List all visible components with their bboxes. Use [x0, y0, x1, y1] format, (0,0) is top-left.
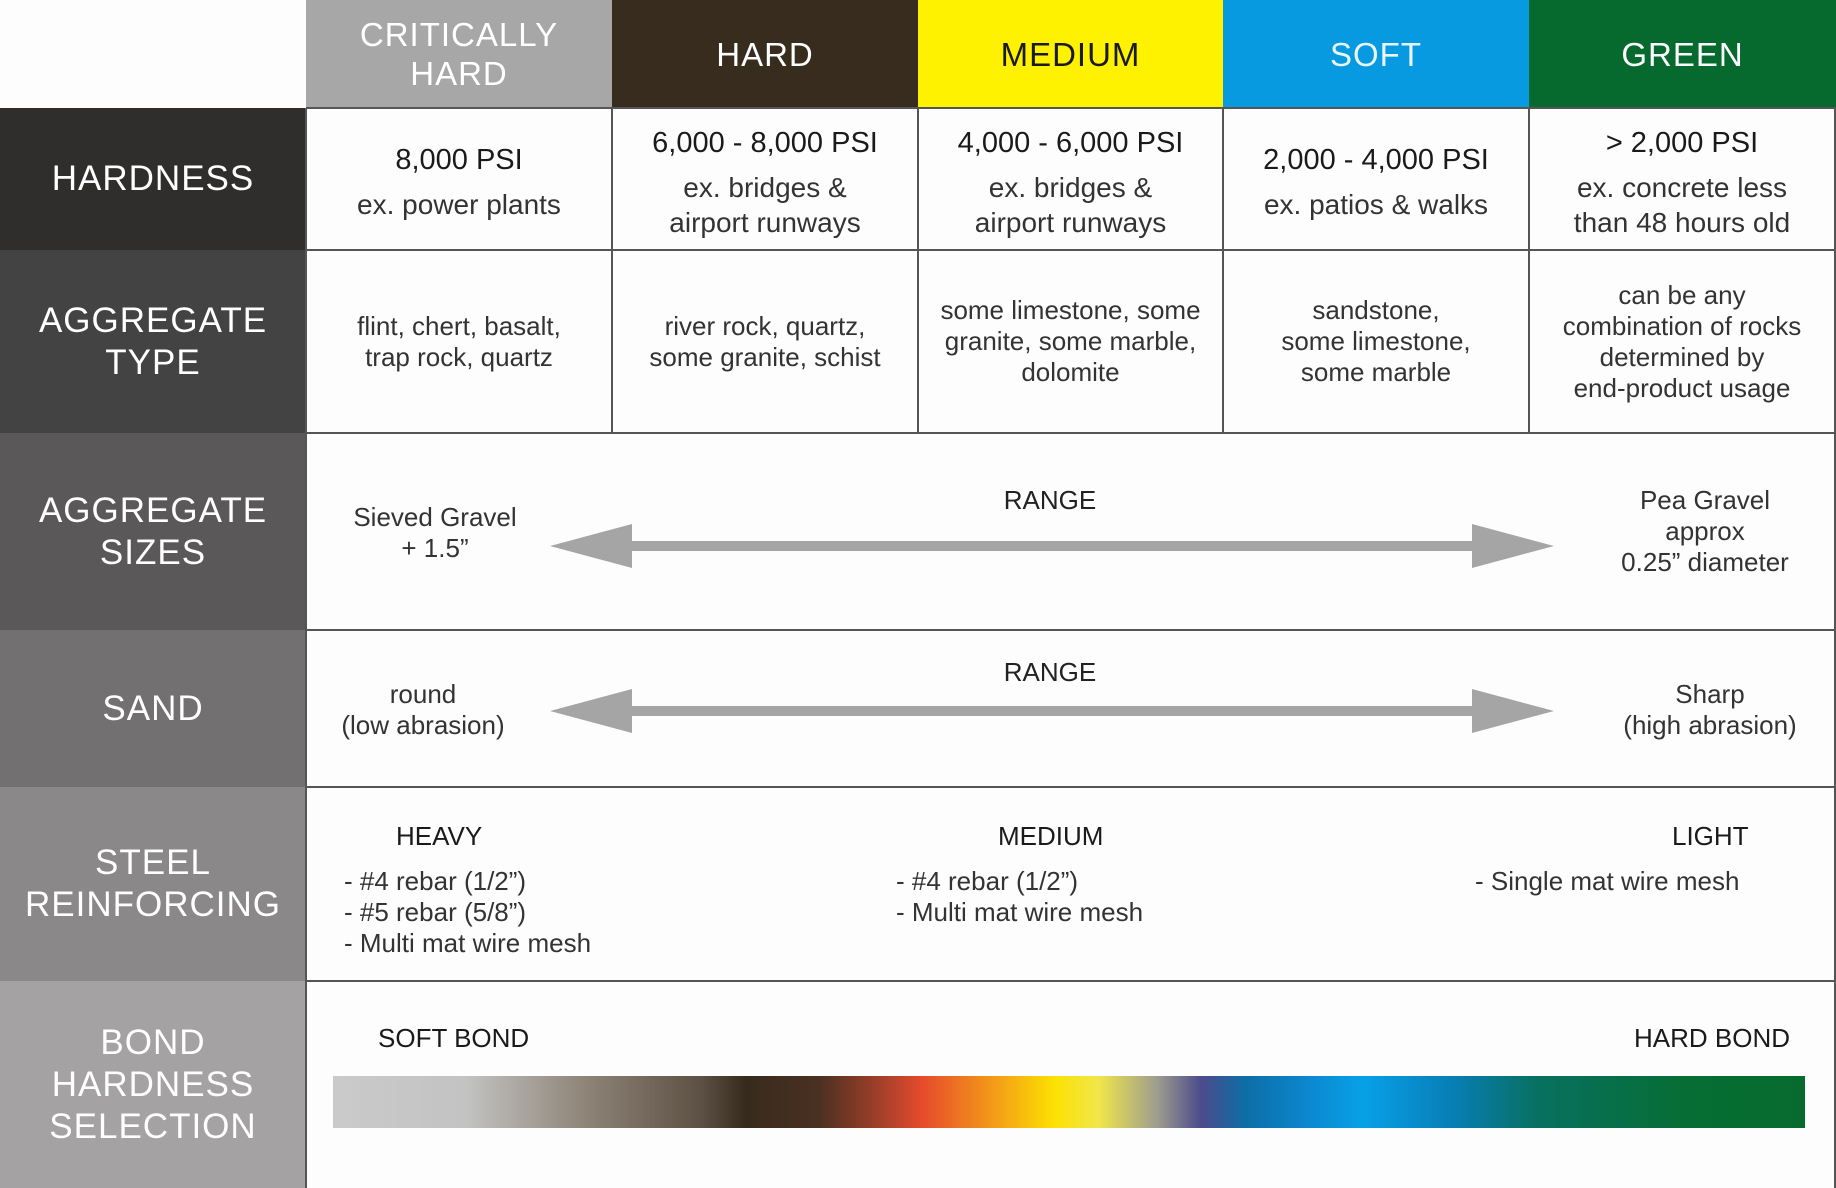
- grid-line: [306, 980, 1836, 982]
- aggregate-size-left: Sieved Gravel + 1.5”: [353, 502, 517, 563]
- sand-right: Sharp (high abrasion): [1623, 679, 1797, 740]
- aggregate-type-text: river rock, quartz, some granite, schist: [649, 310, 881, 372]
- row-header-steel-reinforcing: STEEL REINFORCING: [0, 787, 306, 981]
- hard-bond-label: HARD BOND: [1634, 1023, 1791, 1053]
- aggregate-type-text: sandstone, some limestone, some marble: [1281, 295, 1471, 387]
- row-header-aggregate-type: AGGREGATE TYPE: [0, 250, 306, 433]
- column-header-green: [1529, 0, 1836, 108]
- steel-light-title: LIGHT: [1672, 821, 1749, 851]
- grid-line: [306, 107, 1836, 109]
- example-text: ex. concrete less than 48 hours old: [1573, 171, 1791, 238]
- example-text: ex. power plants: [357, 189, 561, 220]
- column-label: MEDIUM: [1000, 35, 1141, 73]
- grid-line: [306, 432, 1836, 434]
- steel-heavy-title: HEAVY: [396, 821, 483, 851]
- hardness-cell: [919, 118, 1222, 248]
- aggregate-type-cell: [307, 251, 611, 432]
- example-text: ex. patios & walks: [1263, 189, 1489, 220]
- list-item: - #4 rebar (1/2”): [896, 866, 1079, 896]
- psi-value: 6,000 - 8,000 PSI: [652, 126, 878, 159]
- hardness-cell: [1530, 118, 1834, 248]
- psi-value: 2,000 - 4,000 PSI: [1263, 144, 1489, 176]
- list-item: - Multi mat wire mesh: [896, 897, 1144, 927]
- sand-left: round (low abrasion): [341, 679, 505, 740]
- aggregate-type-cell: [613, 251, 917, 432]
- column-header-soft: [1223, 0, 1529, 108]
- list-item: - Single mat wire mesh: [1475, 866, 1740, 896]
- steel-heavy-list: [344, 866, 591, 959]
- range-label: RANGE: [1003, 657, 1097, 687]
- column-label: GREEN: [1621, 35, 1744, 73]
- column-label: SOFT: [1330, 35, 1422, 73]
- psi-value: 4,000 - 6,000 PSI: [957, 126, 1184, 159]
- aggregate-type-text: can be any combination of rocks determined by end-product usage: [1562, 279, 1802, 403]
- hardness-cell: [1224, 118, 1528, 248]
- steel-medium-title: MEDIUM: [998, 821, 1104, 851]
- column-label: HARD: [716, 35, 814, 73]
- double-arrow-icon: [550, 522, 1554, 570]
- steel-medium-list: [896, 866, 1143, 928]
- list-item: - Multi mat wire mesh: [344, 928, 592, 958]
- row-header-sand: SAND: [0, 630, 306, 787]
- psi-value: 8,000 PSI: [395, 144, 523, 176]
- example-text: ex. bridges & airport runways: [974, 171, 1167, 238]
- column-label: CRITICALLY HARD: [359, 16, 559, 92]
- column-header-medium: [918, 0, 1223, 108]
- double-arrow-icon: [550, 687, 1554, 735]
- steel-light-list: [1475, 866, 1739, 897]
- list-item: - #5 rebar (5/8”): [344, 897, 527, 927]
- example-text: ex. bridges & airport runways: [669, 171, 861, 238]
- row-header-bond-hardness: BOND HARDNESS SELECTION: [0, 981, 306, 1188]
- psi-value: > 2,000 PSI: [1605, 126, 1759, 159]
- row-header-hardness: HARDNESS: [0, 108, 306, 250]
- grid-line: [306, 629, 1836, 631]
- soft-bond-label: SOFT BOND: [378, 1023, 530, 1053]
- hardness-cell: [613, 118, 917, 248]
- aggregate-type-text: some limestone, some granite, some marble, dolomite: [940, 295, 1201, 387]
- aggregate-type-cell: [919, 251, 1222, 432]
- column-header-hard: [612, 0, 918, 108]
- aggregate-type-text: flint, chert, basalt, trap rock, quartz: [357, 310, 561, 372]
- range-label: RANGE: [1003, 485, 1097, 515]
- hardness-cell: [307, 118, 611, 248]
- aggregate-size-right: Pea Gravel approx 0.25” diameter: [1621, 485, 1789, 577]
- row-header-aggregate-sizes: AGGREGATE SIZES: [0, 433, 306, 630]
- column-header-critically-hard: [306, 0, 612, 108]
- grid-line: [306, 786, 1836, 788]
- aggregate-type-cell: [1224, 251, 1528, 432]
- bond-hardness-gradient-bar: [333, 1076, 1805, 1128]
- list-item: - #4 rebar (1/2”): [344, 866, 527, 896]
- aggregate-type-cell: [1530, 251, 1834, 432]
